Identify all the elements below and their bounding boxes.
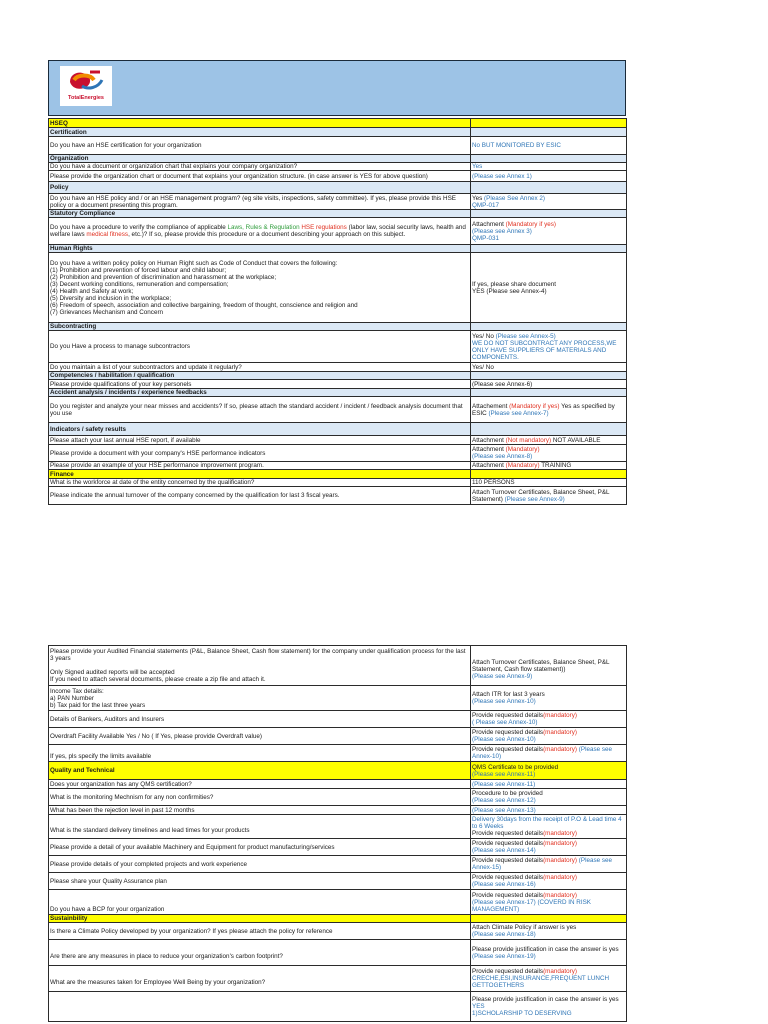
answer-cell[interactable] [471,171,627,182]
answer-cell[interactable] [471,389,627,397]
cell-text: (mandatory) [543,712,578,719]
question-cell [49,762,471,780]
answer-cell[interactable] [471,711,627,728]
cell-text: Provide requested details [472,746,544,753]
cell-text: Please attach your last annual HSE report, if available [50,436,201,444]
question-cell [49,966,471,992]
cell-text: Provide requested details [472,729,544,736]
cell-text: Yes/ No [472,363,494,371]
question-cell [49,119,471,128]
question-cell [49,856,471,873]
question-cell [49,323,471,331]
table-row [49,182,627,194]
cell-text: Attachment [472,446,506,453]
answer-cell[interactable] [471,686,627,711]
cell-text: If yes, pls specify the limits available [50,753,152,760]
answer-cell[interactable] [471,128,627,137]
cell-text: Please indicate the annual turnover of the company concerned by the qualification for last 3 fiscal years. [50,492,340,499]
cell-text: Provide requested details [472,830,544,837]
cell-text: Do you register and analyze your near misses and accidents? If so, please attach the standard accident / incident / feedback analysis document that you use [50,402,463,417]
answer-cell[interactable] [471,218,627,245]
cell-text: Attach Turnover Certificates, Balance Sheet, P&L Statement, Cash flow statement)) [472,658,610,673]
cell-text: Do you maintain a list of your subcontractors and update it regularly? [50,363,242,371]
cell-text: Please provide your Audited Financial statements (P&L, Balance Sheet, Cash flow statement) for the company under qualification process for the last 3 years Only Signed audited reports will be accepted If you need to attach several documents, please create a zip file and attach it. [50,648,466,683]
cell-text: Indicators / safety results [50,425,126,433]
cell-text: (labor law, social security laws, health and welfare laws [50,224,466,238]
cell-text: (Please See Annex 2) QMP-017 [472,194,545,209]
financial-quality-sustainability-table [48,645,627,1022]
cell-text: ( Please see Annex-10) [472,719,538,726]
question-cell [49,462,471,470]
cell-text: (Please see Annex-11) [472,780,536,788]
cell-text: CRECHE,ESI,INSURANCE,FREQUENT LUNCH GETTOGETHERS [472,975,610,989]
answer-cell[interactable] [471,873,627,890]
table-row [49,686,627,711]
answer-cell[interactable] [471,890,627,915]
cell-text: (Please see Annex-16) [472,881,536,888]
table-row [49,323,627,331]
answer-cell[interactable] [471,462,627,470]
table-row [49,806,627,815]
answer-cell[interactable] [471,436,627,445]
question-cell [49,728,471,745]
cell-text: Attachment [472,462,506,469]
cell-text: Please provide the organization chart or document that explains your organization structure. (in case answer is YES for above question) [50,172,428,180]
cell-text: What has been the rejection level in past 12 months [50,806,195,814]
cell-text: Do you Have a process to manage subcontractors [50,343,191,350]
question-cell [49,128,471,137]
answer-cell[interactable] [471,331,627,363]
cell-text: Does your organization has any QMS certification? [50,780,192,788]
table-row [49,762,627,780]
cell-text: Human Rights [50,245,93,252]
cell-text: Certification [50,128,87,136]
cell-text: (mandatory) [543,729,578,736]
answer-cell[interactable] [471,923,627,940]
cell-text: (Please see Annex-8) [472,453,533,460]
cell-text: Please provide details of your completed projects and work experience [50,860,248,868]
cell-text: Organization [50,155,89,162]
answer-cell[interactable] [471,155,627,163]
table-row [49,436,627,445]
cell-text: , etc.)? If so, please provide this procedure or a document describing your approach on this subject. [128,231,406,238]
cell-text: Yes as specified by ESIC [472,402,615,417]
cell-text: Do you have a document or organization chart that explains your company organization? [50,163,298,170]
cell-text: (Please see Annex-18) [472,931,536,938]
cell-text: Income Tax details: a) PAN Number b) Tax paid for the last three years [50,687,146,709]
cell-text: Provide requested details [472,874,544,881]
table-row [49,780,627,789]
cell-text: Do you have an HSE policy and / or an HSE management program? (eg site visits, inspections, safety committee). If yes, please provide this HSE policy or a document presenting this program. [50,194,456,209]
answer-cell[interactable] [471,940,627,966]
question-cell [49,245,471,253]
table-row [49,915,627,923]
answer-cell[interactable] [471,856,627,873]
answer-cell[interactable] [471,397,627,423]
cell-text: (mandatory) [543,891,578,899]
table-row [49,856,627,873]
cell-text: Competencies / habilitation / qualification [50,372,175,379]
table-row [49,890,627,915]
question-cell [49,210,471,218]
question-cell [49,163,471,171]
answer-cell[interactable] [471,780,627,789]
table-row [49,815,627,839]
table-row [49,923,627,940]
answer-cell[interactable] [471,762,627,780]
cell-text: (Please see Annex-13) [472,806,536,814]
cell-text: (Please see Annex-7) [488,409,549,417]
cell-text: (Mandatory if yes) [505,220,556,228]
totalenergies-logo-icon [60,66,112,96]
question-cell [49,137,471,155]
question-cell [49,890,471,915]
table-row [49,873,627,890]
question-cell [49,487,471,505]
cell-text: HSE regulations [301,224,347,231]
cell-text: Overdraft Facility Available Yes / No ( If Yes, please provide Overdraft value) [50,732,262,740]
cell-text: QMS Certificate to be provided [472,763,559,771]
cell-text: No BUT MONITORED BY ESIC [472,142,561,149]
question-cell [49,940,471,966]
cell-text: Is there a Climate Policy developed by your organization? If yes please attach the policy for reference [50,927,333,935]
cell-text: (Please see Annex-9) [504,495,565,503]
question-cell [49,923,471,940]
cell-text: (Please see Annex-10) [472,736,536,743]
cell-text: Finance [50,470,74,478]
cell-text: Please share your Quality Assurance plan [50,877,167,885]
logo-wordmark: TotalEnergies [68,95,104,101]
cell-text: Attach Climate Policy if answer is yes [472,924,577,931]
cell-text: Do you have a BCP for your organization [50,905,165,913]
cell-text: Details of Bankers, Auditors and Insurers [50,715,165,723]
table-row [49,245,627,253]
cell-text: Sustainbility [50,915,88,922]
answer-cell[interactable] [471,423,627,436]
answer-cell[interactable] [471,445,627,462]
cell-text: (Please see Annex-11) [472,770,536,778]
question-cell [49,397,471,423]
table-row [49,171,627,182]
cell-text: (Mandatory if yes) [509,402,560,410]
question-cell [49,363,471,372]
cell-text: (mandatory) [543,840,578,847]
table-row [49,128,627,137]
answer-cell[interactable] [471,372,627,380]
table-row [49,462,627,470]
cell-text: Provide requested details [472,857,544,864]
cell-text: (mandatory) [543,857,578,864]
table-row [49,163,627,171]
question-cell [49,389,471,397]
table-row [49,711,627,728]
cell-text: (Please see Annex-9) [472,672,533,680]
cell-text: Laws, Rules & Regulation [227,224,300,231]
cell-text: (mandatory) [543,968,578,975]
cell-text: Please provide justification in case the answer is yes [472,996,619,1003]
question-cell [49,686,471,711]
answer-cell[interactable] [471,182,627,194]
cell-text: Provide requested details [472,712,544,719]
answer-cell[interactable] [471,839,627,856]
cell-text: Please provide an example of your HSE performance improvement program. [50,462,264,469]
cell-text: medical fitness [86,231,129,238]
cell-text: Yes/ No [472,332,496,340]
answer-cell[interactable] [471,245,627,253]
table-row [49,210,627,218]
question-cell [49,806,471,815]
question-cell [49,992,471,1022]
answer-cell[interactable] [471,479,627,487]
cell-text: Subcontracting [50,323,97,330]
cell-text: HSEQ [50,119,68,127]
cell-text: Do you have a written policy policy on Human Right such as Code of Conduct that covers the following: (1) Prohibition and prevention of forced labour and child labour; (2) Prohibition and prevention of discrimination and harassment at the workplace; (3) Decent working conditions, remuneration and compensation; (4) Health and Safety at work; (5) Diversity and inclusion in the workplace; (6) Freedom of speech, association and collective bargaining, freedom of thought, conscience and religion and (7) Grievances Mechanism and Concern [50,259,358,316]
answer-cell[interactable] [471,380,627,389]
cell-text: What are the measures taken for Employee Well Being by your organization? [50,978,266,986]
cell-text: Statutory Compliance [50,210,116,217]
question-cell [49,815,471,839]
answer-cell[interactable] [471,470,627,479]
cell-text: Please provide justification in case the answer is yes [472,945,619,953]
cell-text: Accident analysis / incidents / experience feedbacks [50,389,207,396]
question-cell [49,839,471,856]
table-row [49,119,627,128]
table-row [49,253,627,323]
table-row [49,363,627,372]
form-header-banner [48,60,626,116]
cell-text: Are there are any measures in place to reduce your organization's carbon footprint? [50,952,283,960]
cell-text: (mandatory) [543,830,578,837]
cell-text: (Please see Annex-12) [472,797,536,804]
cell-text: TRAINING [539,462,572,469]
answer-cell[interactable] [471,915,627,923]
table-row [49,789,627,806]
table-row [49,331,627,363]
cell-text: (Mandatory) [505,462,540,469]
question-cell [49,470,471,479]
cell-text: Procedure to be provided [472,790,543,797]
question-cell [49,646,471,686]
cell-text: (Please see Annex-14) [472,847,536,854]
question-cell [49,789,471,806]
cell-text: (mandatory) [543,874,578,881]
table-row [49,389,627,397]
cell-text: 110 PERSONS [472,479,515,486]
hseq-finance-table [48,118,627,505]
cell-text: If yes, please share document YES (Please see Annex-4) [472,280,557,295]
cell-text: (Please see Annex-5) WE DO NOT SUBCONTRACT ANY PROCESS,WE ONLY HAVE SUPPLIERS OF MATERIALS AND COMPONENTS. [472,332,617,361]
answer-cell[interactable] [471,806,627,815]
table-row [49,479,627,487]
cell-text: Do you have an HSE certification for your organization [50,142,202,149]
table-row [49,470,627,479]
table-row [49,137,627,155]
cell-text: Attach ITR for last 3 years [472,691,545,698]
table-row [49,745,627,762]
table-row [49,992,627,1022]
cell-text: Yes [472,163,483,170]
cell-text: (Please see Annex-19) [472,952,536,960]
cell-text: (Please see Annex-17) (COVERD IN RISK MANAGEMENT) [472,898,591,913]
cell-text: Yes [472,194,485,202]
cell-text: Attachment [472,220,506,228]
question-cell [49,182,471,194]
question-cell [49,711,471,728]
question-cell [49,423,471,436]
table-row [49,194,627,210]
question-cell [49,873,471,890]
question-cell [49,915,471,923]
cell-text: Please provide a document with your company's HSE performance indicators [50,449,266,457]
cell-text: (Please see Annex 1) [472,172,532,180]
question-cell [49,171,471,182]
table-row [49,155,627,163]
answer-cell[interactable] [471,745,627,762]
cell-text: Policy [50,184,69,191]
answer-cell[interactable] [471,323,627,331]
cell-text: What is the standard delivery timelines and lead times for your products [50,826,250,834]
cell-text: (Please see Annex-6) [472,380,533,388]
answer-cell[interactable] [471,253,627,323]
cell-text: (Not mandatory) [505,436,552,444]
question-cell [49,780,471,789]
cell-text: YES 1)SCHOLARSHIP TO DESERVING [472,1003,572,1017]
cell-text: Please provide qualifications of your key personels [50,380,192,388]
answer-cell[interactable] [471,646,627,686]
table-row [49,966,627,992]
question-cell [49,479,471,487]
cell-text: Provide requested details [472,891,544,899]
question-cell [49,331,471,363]
cell-text: Attachment [472,436,506,444]
question-cell [49,372,471,380]
cell-text: What is the monitoring Mechnism for any non confirmities? [50,793,214,801]
cell-text: Delivery 30days from the receipt of P.O & Lead time 4 to 6 Weeks [472,816,622,830]
answer-cell[interactable] [471,363,627,372]
answer-cell[interactable] [471,966,627,992]
question-cell [49,445,471,462]
cell-text: Do you have a procedure to verify the compliance of applicable [50,224,228,231]
question-cell [49,436,471,445]
cell-text: Please provide a detail of your available Machinery and Equipment for product manufacturing/services [50,843,335,851]
answer-cell[interactable] [471,137,627,155]
question-cell [49,745,471,762]
table-row [49,423,627,436]
question-cell [49,194,471,210]
table-row [49,218,627,245]
cell-text: What is the workforce at date of the entity concerned by the qualification? [50,479,255,486]
answer-cell[interactable] [471,119,627,128]
cell-text: Quality and Technical [50,767,115,774]
table-row [49,839,627,856]
answer-cell[interactable] [471,728,627,745]
answer-cell[interactable] [471,815,627,839]
cell-text: NOT AVAILABLE [551,436,601,444]
answer-cell[interactable] [471,789,627,806]
cell-text: (Mandatory) [505,446,540,453]
company-logo [60,66,112,106]
table-row [49,646,627,686]
table-row [49,380,627,389]
cell-text: (mandatory) [543,746,578,753]
cell-text: (Please see Annex-10) [472,698,536,705]
table-row [49,728,627,745]
cell-text: Attach Turnover Certificates, Balance Sheet, P&L Statement) [472,488,610,503]
table-row [49,940,627,966]
answer-cell[interactable] [471,210,627,218]
question-cell [49,380,471,389]
answer-cell[interactable] [471,163,627,171]
answer-cell[interactable] [471,194,627,210]
table-row [49,445,627,462]
table-row [49,397,627,423]
cell-text: (Please see Annex-15) [472,857,613,871]
cell-text: Provide requested details [472,968,544,975]
cell-text: (Please see Annex-10) [472,746,613,760]
cell-text: (Please see Annex 3) QMP-031 [472,227,532,242]
answer-cell[interactable] [471,487,627,505]
cell-text: Provide requested details [472,840,544,847]
table-row [49,487,627,505]
cell-text: Attachement [472,402,510,410]
question-cell [49,218,471,245]
answer-cell[interactable] [471,992,627,1022]
table-row [49,372,627,380]
question-cell [49,253,471,323]
question-cell [49,155,471,163]
